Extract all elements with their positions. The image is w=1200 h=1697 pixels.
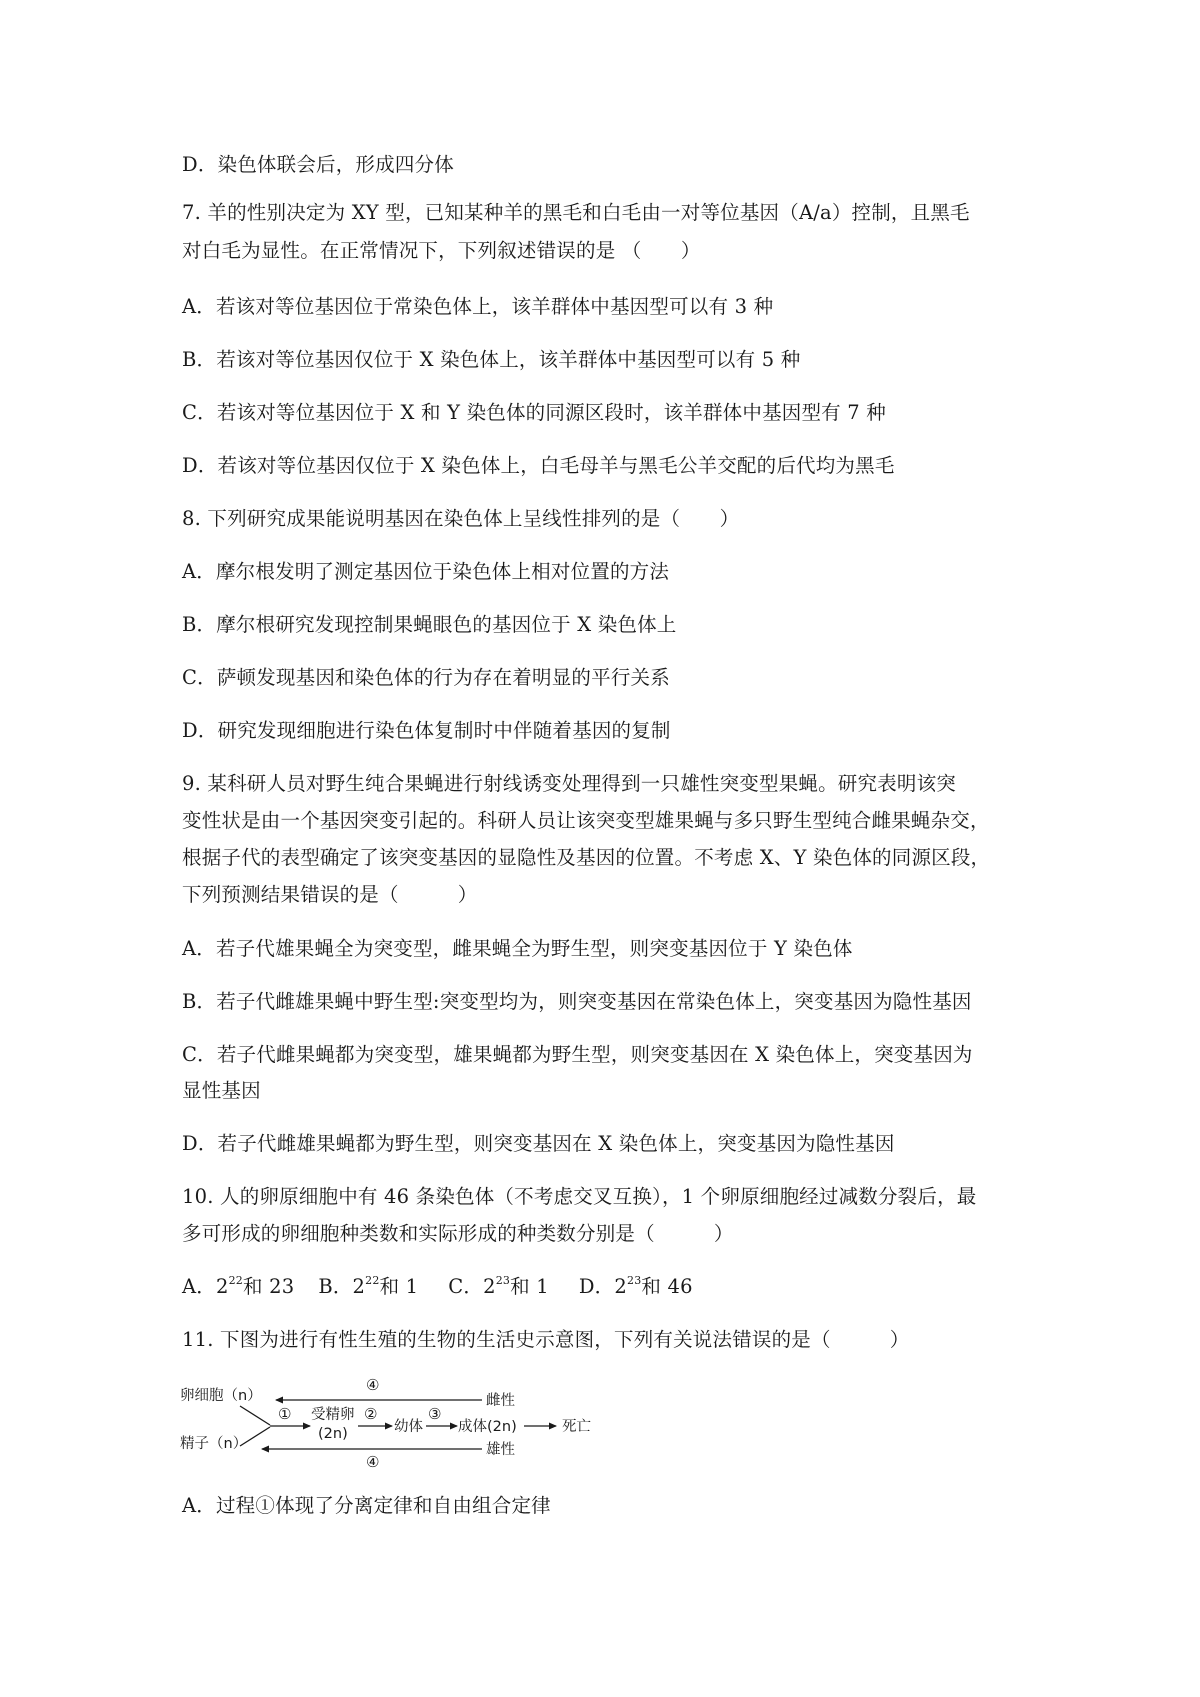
q10-stem-line-1: 10. 人的卵原细胞中有 46 条染色体（不考虑交叉互换），1 个卵原细胞经过减数分裂后，最 (182, 1185, 977, 1208)
egg-to-fertilization-line (240, 1406, 270, 1425)
q10-options (182, 1274, 693, 1300)
q6-option-d: D．染色体联会后，形成四分体 (182, 153, 454, 176)
q9-option-d: D．若子代雌雄果蝇都为野生型，则突变基因在 X 染色体上，突变基因为隐性基因 (182, 1132, 895, 1155)
q9-option-c-line-2: 显性基因 (182, 1079, 261, 1102)
q7-stem-line-2: 对白毛为显性。在正常情况下，下列叙述错误的是 （ ） (182, 239, 701, 262)
zygote-ploidy-label: (2n) (318, 1426, 348, 1442)
q7-option-c: C．若该对等位基因位于 X 和 Y 染色体的同源区段时，该羊群体中基因型有 7 种 (182, 401, 886, 424)
q10-option-c: C．$2^{23}$和 1 (448, 1273, 549, 1298)
q10-stem-line-2: 多可形成的卵细胞种类数和实际形成的种类数分别是（ ） (182, 1222, 734, 1245)
q8-option-c: C．萨顿发现基因和染色体的行为存在着明显的平行关系 (182, 666, 670, 689)
q10-option-d: D．$2^{23}$和 46 (578, 1273, 693, 1298)
q11-option-a: A．过程①体现了分离定律和自由组合定律 (182, 1494, 551, 1517)
q8-stem: 8. 下列研究成果能说明基因在染色体上呈线性排列的是（ ） (182, 507, 740, 530)
q10-option-b: B．$2^{22}$和 1 (318, 1273, 419, 1298)
q8-option-d: D．研究发现细胞进行染色体复制时中伴随着基因的复制 (182, 719, 671, 742)
q7-stem-line-1: 7. 羊的性别决定为 XY 型，已知某种羊的黑毛和白毛由一对等位基因（A/a）控制，且黑毛 (182, 201, 970, 224)
step-4-bottom-label: ④ (366, 1453, 380, 1468)
q9-option-c-line-1: C．若子代雌果蝇都为突变型，雄果蝇都为野生型，则突变基因在 X 染色体上，突变基因为 (182, 1043, 973, 1066)
step-3-label: ③ (428, 1405, 442, 1423)
female-label: 雌性 (486, 1393, 515, 1409)
q9-stem-line-2: 变性状是由一个基因突变引起的。科研人员让该突变型雄果蝇与多只野生型纯合雌果蝇杂交， (182, 809, 990, 832)
q9-option-a: A．若子代雄果蝇全为突变型，雌果蝇全为野生型，则突变基因位于 Y 染色体 (182, 937, 853, 960)
q7-option-a: A．若该对等位基因位于常染色体上，该羊群体中基因型可以有 3 种 (182, 295, 774, 318)
q9-option-b: B．若子代雌雄果蝇中野生型:突变型均为，则突变基因在常染色体上，突变基因为隐性基因 (182, 990, 972, 1013)
male-label: 雄性 (486, 1442, 515, 1458)
q7-option-b: B．若该对等位基因仅位于 X 染色体上，该羊群体中基因型可以有 5 种 (182, 348, 801, 371)
q9-stem-line-3: 根据子代的表型确定了该突变基因的显隐性及基因的位置。不考虑 X、Y 染色体的同源区段， (182, 846, 991, 869)
q7-option-d: D．若该对等位基因仅位于 X 染色体上，白毛母羊与黑毛公羊交配的后代均为黑毛 (182, 454, 895, 477)
step-1-label: ① (278, 1405, 292, 1423)
step-2-label: ② (364, 1405, 378, 1423)
egg-cell-label: 卵细胞（n） (180, 1388, 262, 1404)
juvenile-label: 幼体 (394, 1419, 423, 1435)
death-label: 死亡 (562, 1419, 591, 1435)
q10-option-a: A．$2^{22}$和 23 (182, 1273, 295, 1298)
q9-stem-line-4: 下列预测结果错误的是（ ） (182, 883, 478, 906)
q9-stem-line-1: 9. 某科研人员对野生纯合果蝇进行射线诱变处理得到一只雄性突变型果蝇。研究表明该突 (182, 772, 957, 795)
q8-option-a: A．摩尔根发明了测定基因位于染色体上相对位置的方法 (182, 560, 670, 583)
sperm-label: 精子（n） (180, 1436, 248, 1452)
q11-stem: 11. 下图为进行有性生殖的生物的生活史示意图，下列有关说法错误的是（ ） (182, 1328, 910, 1351)
q8-option-b: B．摩尔根研究发现控制果蝇眼色的基因位于 X 染色体上 (182, 613, 677, 636)
adult-label: 成体(2n) (458, 1419, 517, 1435)
step-4-top-label: ④ (366, 1376, 380, 1394)
zygote-label: 受精卵 (311, 1407, 355, 1423)
life-cycle-diagram (180, 1372, 640, 1468)
